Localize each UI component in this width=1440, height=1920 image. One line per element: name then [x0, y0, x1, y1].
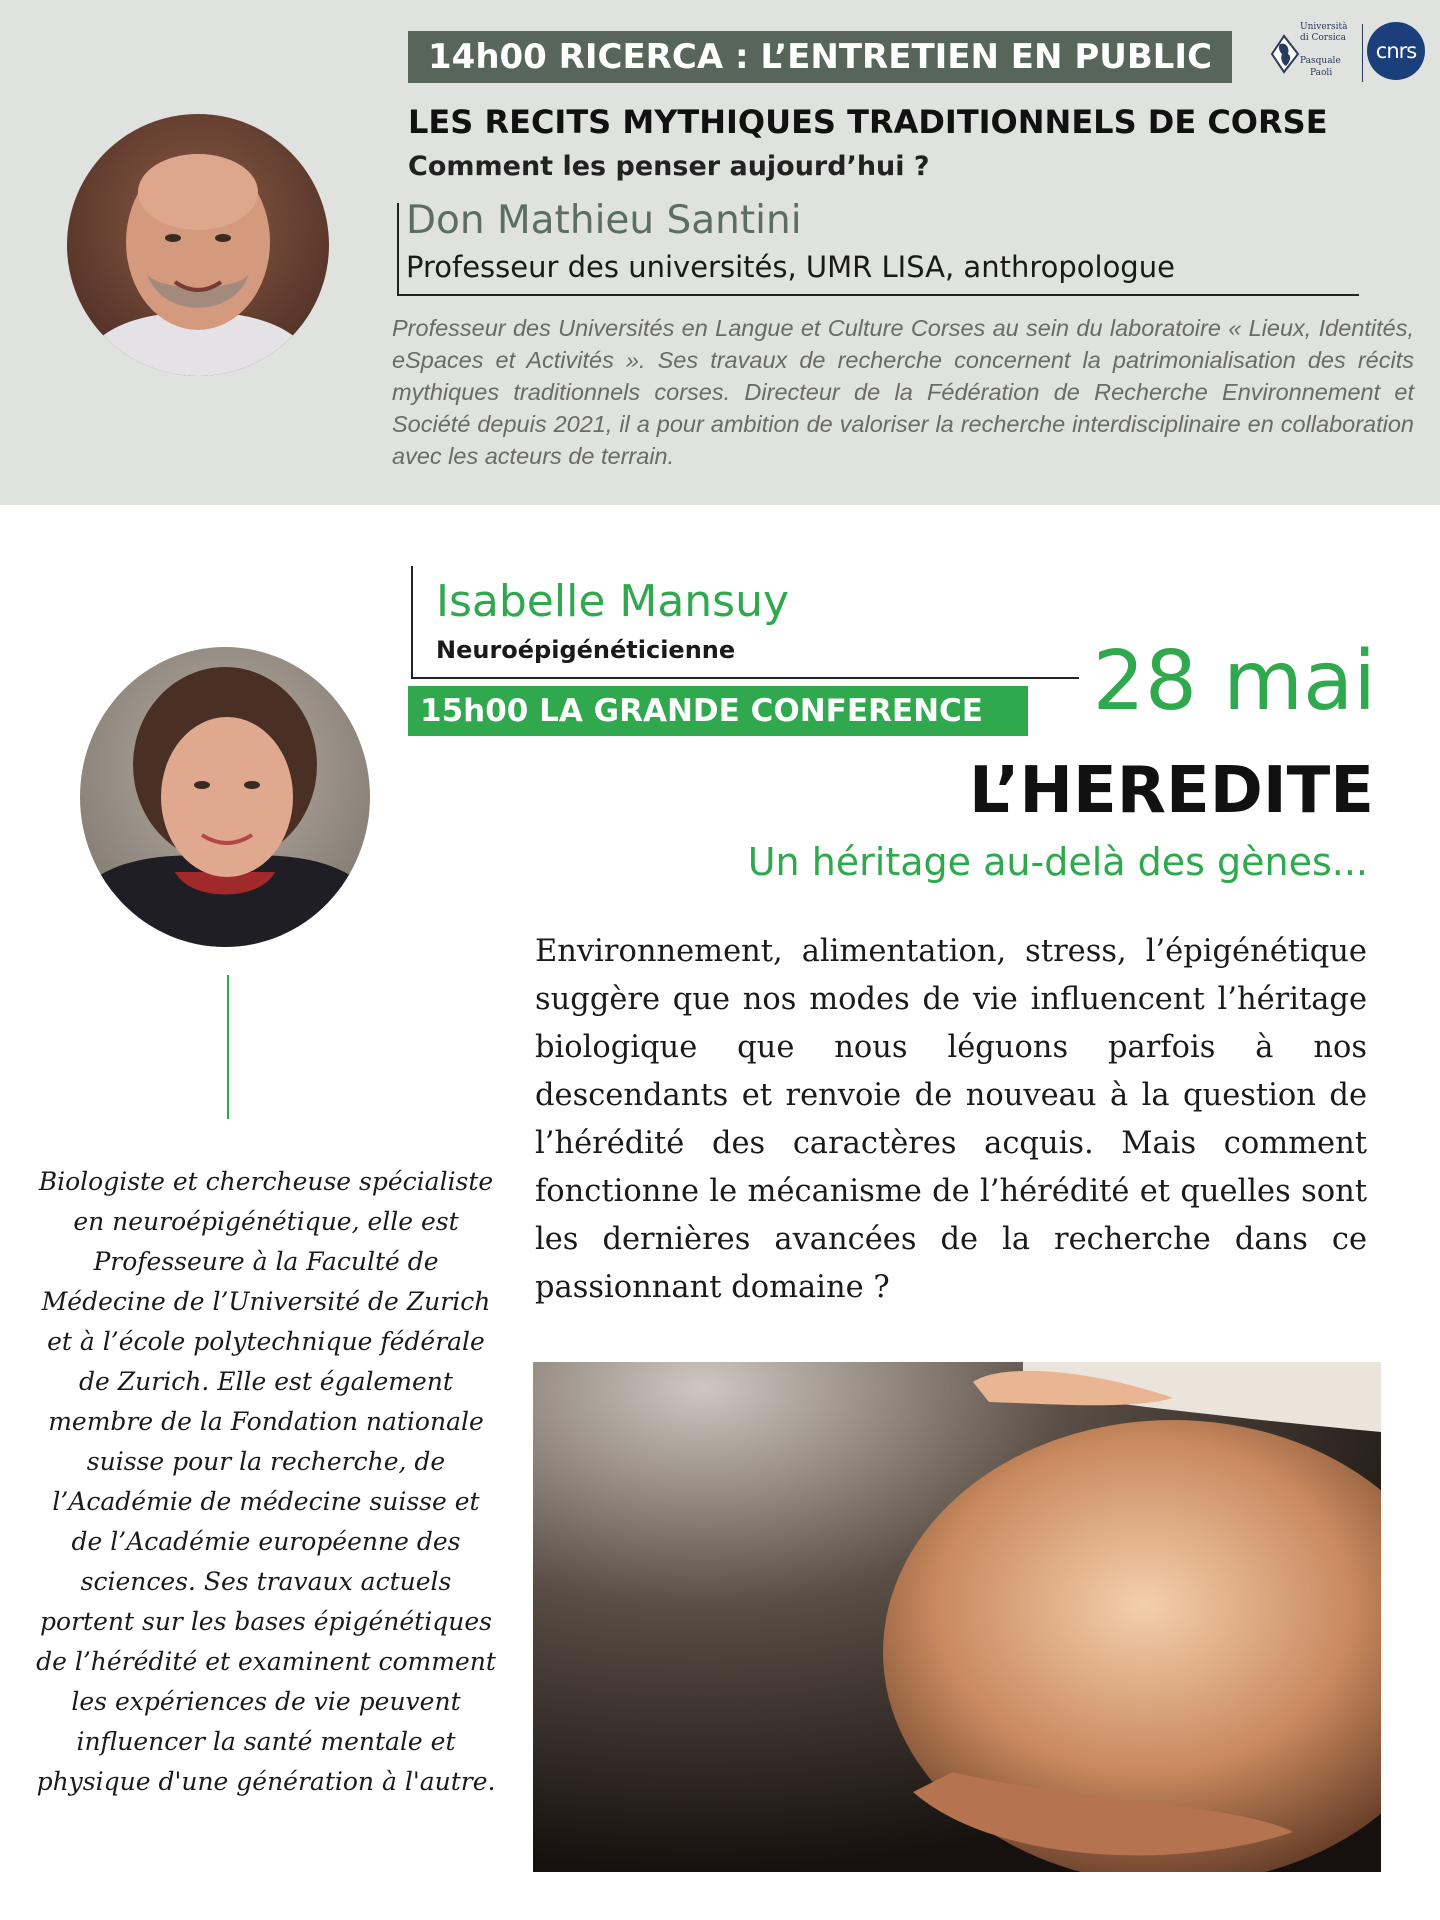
- talk2-body-text: Environnement, alimentation, stress, l’épigénétique suggère que nos modes de vie influencent l’héritage biologique que nous léguons parfois à nos descendants et renvoie de nouveau à la question de l’hérédité des caractères acquis. Mais comment fonctionne le mécanisme de l’hérédité et quelles sont les dernières avancées de la recherche dans ce passionnant domaine ?: [535, 934, 1367, 1305]
- accent-divider: [227, 975, 229, 1119]
- talk1-speaker-role: Professeur des universités, UMR LISA, anthropologue: [406, 250, 1175, 284]
- talk1-time-badge: 14h00 RICERCA : L’ENTRETIEN EN PUBLIC: [408, 31, 1232, 83]
- paoli-profile-icon: [1270, 32, 1300, 76]
- talk2-speaker-role: Neuroépigénéticienne: [436, 636, 736, 664]
- talk2-speaker-bio: Biologiste et chercheuse spécialiste en neuroépigénétique, elle est Professeure à la Faculté de Médecine de l’Université de Zurich et à l’école polytechnique fédérale de Zurich. Elle est également membre de la Fondation nationale suisse pour la recherche, de l’Académie de médecine suisse et de l’Académie européenne des sciences. Ses travaux actuels portent sur les bases épigénétiques de l’hérédité et examinent comment les expériences de vie peuvent influencer la santé mentale et physique d'une génération à l'autre.: [36, 1167, 496, 1796]
- talk1-speaker-name: Don Mathieu Santini: [406, 198, 802, 243]
- pregnancy-photo: [533, 1362, 1381, 1872]
- divider-vertical: [411, 566, 413, 678]
- partner-logos: [1270, 18, 1425, 88]
- logo-divider: [1362, 24, 1363, 82]
- divider-vertical: [397, 203, 399, 295]
- speaker-photo-santini: [67, 114, 329, 376]
- speaker-photo-mansuy: [80, 647, 370, 947]
- event-date: 28 mai: [1092, 634, 1376, 729]
- corsica-logo-line1: Università: [1300, 22, 1348, 32]
- talk2-title: L’HEREDITE: [969, 754, 1374, 828]
- talk1-title: LES RECITS MYTHIQUES TRADITIONNELS DE CORSE: [408, 103, 1328, 141]
- cnrs-logo: cnrs: [1367, 22, 1425, 80]
- corsica-logo-line2: di Corsica: [1300, 33, 1347, 43]
- talk2-speaker-name: Isabelle Mansuy: [436, 576, 790, 627]
- universita-di-corsica-logo: [1270, 20, 1360, 86]
- corsica-logo-line3: Pasquale: [1300, 56, 1341, 66]
- talk1-subtitle: Comment les penser aujourd’hui ?: [408, 151, 930, 182]
- divider-horizontal: [397, 294, 1359, 296]
- corsica-logo-line4: Paoli: [1310, 68, 1333, 78]
- talk2-subtitle: Un héritage au-delà des gènes...: [747, 840, 1368, 884]
- divider-horizontal: [411, 677, 1079, 679]
- talk1-description: Professeur des Universités en Langue et Culture Corses au sein du laboratoire « Lieux, Identités, eSpaces et Activités ». Ses travaux de recherche concernent la patrimonialisation des récits mythiques traditionnels corses. Directeur de la Fédération de Recherche Environnement et Société depuis 2021, il a pour ambition de valoriser la recherche interdisciplinaire en collaboration avec les acteurs de terrain.: [392, 315, 1414, 469]
- talk2-time-badge: 15h00 LA GRANDE CONFERENCE: [408, 686, 1028, 736]
